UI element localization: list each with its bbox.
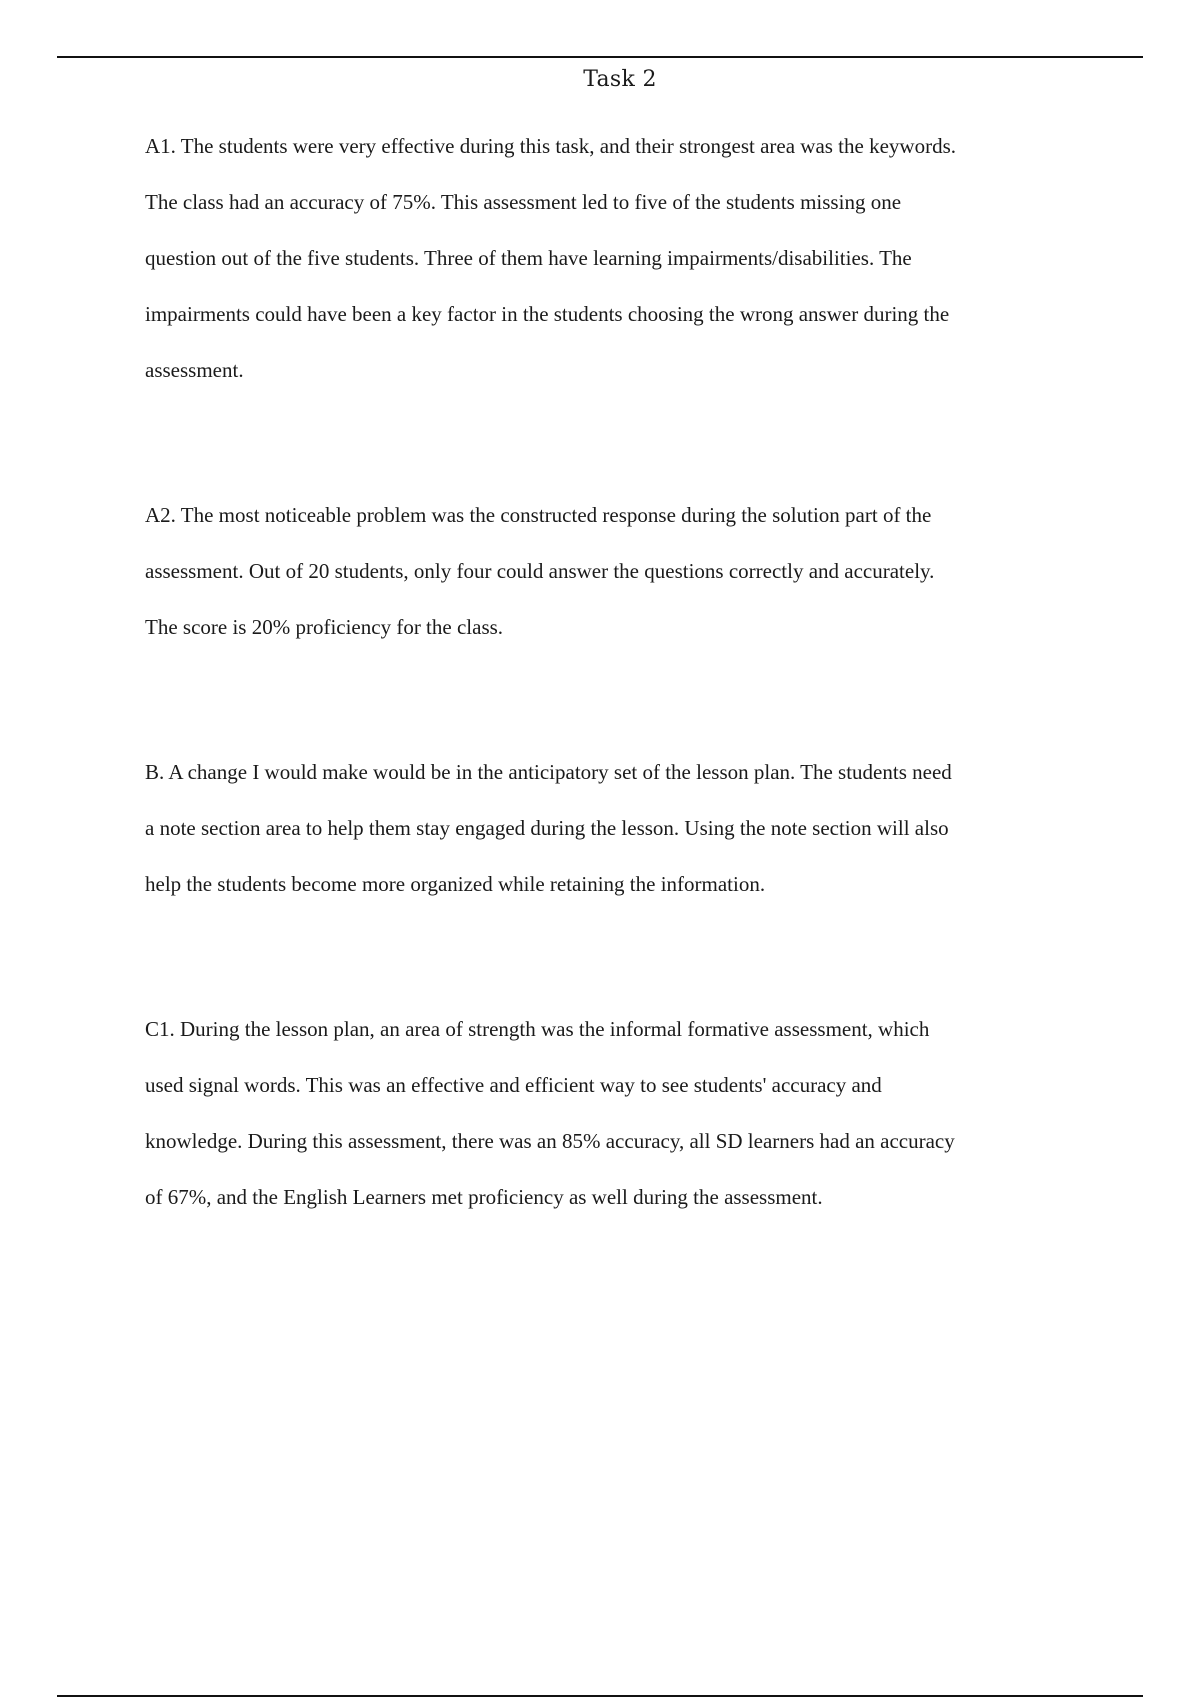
text-line: used signal words. This was an effective and efficient way to see students' accuracy and	[145, 1073, 882, 1097]
text-line: A1. The students were very effective during this task, and their strongest area was the keywords.	[145, 134, 956, 158]
text-line: A2. The most noticeable problem was the constructed response during the solution part of the	[145, 503, 932, 527]
text-line: of 67%, and the English Learners met proficiency as well during the assessment.	[145, 1185, 823, 1209]
paragraph-c1	[145, 1001, 1085, 1225]
text-line: The score is 20% proficiency for the class.	[145, 615, 504, 639]
text-line: question out of the five students. Three of them have learning impairments/disabilities. The	[145, 246, 912, 270]
paragraph-a2	[145, 487, 1085, 655]
text-line: B. A change I would make would be in the anticipatory set of the lesson plan. The students need	[145, 760, 952, 784]
text-line: a note section area to help them stay engaged during the lesson. Using the note section will also	[145, 816, 949, 840]
text-line: impairments could have been a key factor in the students choosing the wrong answer during the	[145, 302, 950, 326]
page-title: Task 2	[583, 67, 657, 92]
text-line: assessment. Out of 20 students, only four could answer the questions correctly and accurately.	[145, 559, 935, 583]
paragraph-spacer	[145, 398, 1085, 487]
document-body	[145, 118, 1085, 1225]
text-line: assessment.	[145, 358, 244, 382]
text-line: knowledge. During this assessment, there was an 85% accuracy, all SD learners had an accuracy	[145, 1129, 955, 1153]
paragraph-spacer	[145, 912, 1085, 1001]
text-line: help the students become more organized while retaining the information.	[145, 872, 766, 896]
text-line: The class had an accuracy of 75%. This assessment led to five of the students missing one	[145, 190, 902, 214]
paragraph-spacer	[145, 655, 1085, 744]
paragraph-a1	[145, 118, 1085, 398]
bottom-rule	[57, 1695, 1143, 1697]
text-line: C1. During the lesson plan, an area of strength was the informal formative assessment, which	[145, 1017, 930, 1041]
paragraph-b	[145, 744, 1085, 912]
top-rule	[57, 56, 1143, 58]
